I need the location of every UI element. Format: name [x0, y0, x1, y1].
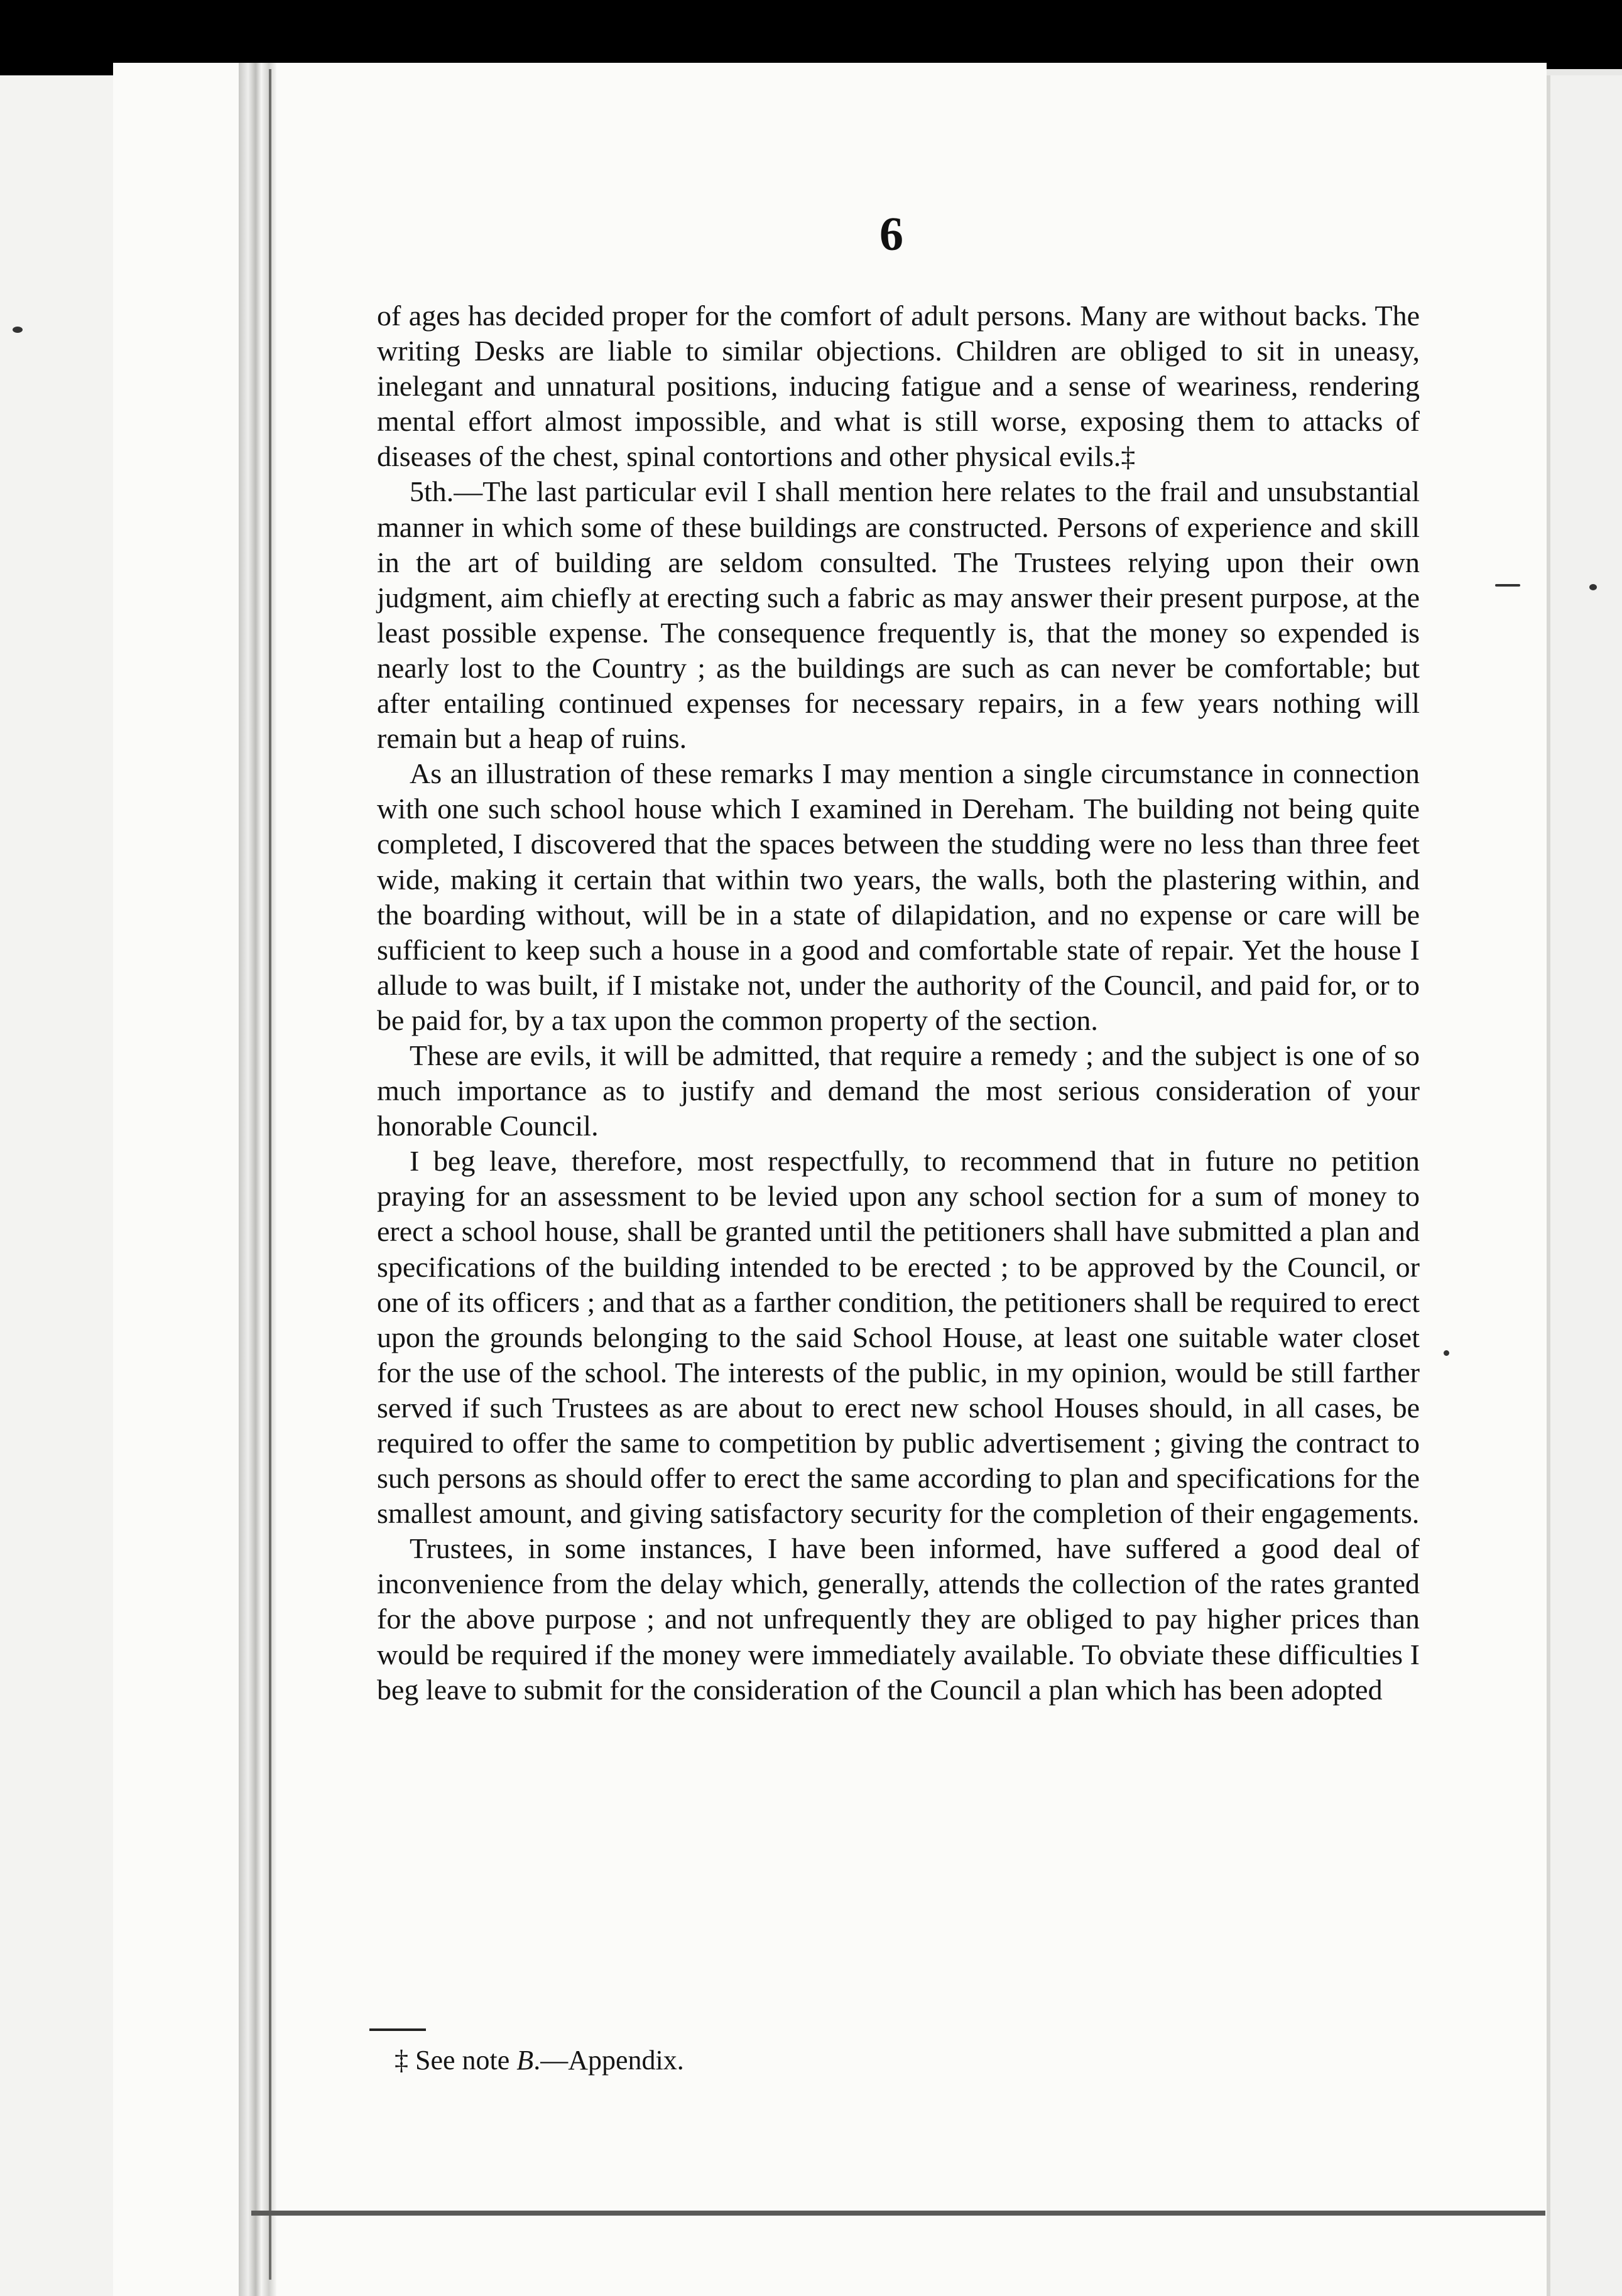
- footnote-ref: B: [516, 2045, 534, 2076]
- paragraph-3: As an illustration of these remarks I may mention a single circumstance in connection with one such school house which I examined in Dereham. The building not being quite completed, I discovered that the spaces between the studding were no less than three feet wide, making it certain that within two years, the walls, both the plastering within, and the boarding without, will be in a state of dilapidation, and no expense or care will be sufficient to keep such a house in a good and comfortable state of repair. Yet the house I allude to was built, if I mistake not, under the authority of the Council, and paid for, or to be paid for, by a tax upon the common property of the section.: [377, 757, 1420, 1036]
- margin-speck: [1495, 584, 1520, 587]
- adjacent-page-edge: [1547, 75, 1622, 2296]
- paragraph-5: I beg leave, therefore, most respectfully, to recommend that in future no petition praying for an assessment to be levied upon any school section for a sum of money to erect a school house, shall be granted until the petitioners shall have submitted a plan and specifications of the building intended to be erected ; to be approved by the Council, or one of its officers ; and that as a farther condition, the petitioners shall be required to erect upon the grounds belonging to the said School House, at least one suitable water closet for the use of the school. The interests of the public, in my opinion, would be still farther served if such Trustees as are about to erect new school Houses should, in all cases, be required to offer the same to competition by public advertisement ; giving the contract to such persons as should offer to erect the same according to plan and specifications for the smallest amount, and giving satisfactory security for the completion of their engagements.: [377, 1145, 1420, 1530]
- page-bottom-edge: [251, 2211, 1545, 2216]
- footnote-mark: ‡ See note: [395, 2045, 517, 2076]
- paragraph-1: of ages has decided proper for the comfort of adult persons. Many are without backs. The writing Desks are liable to similar objections. Children are obliged to sit in uneasy, inelegant and unnatural positions, inducing fatigue and a sense of weariness, rendering mental effort almost impossible, and what is still worse, exposing them to attacks of diseases of the chest, spinal contortions and other physical evils.‡: [377, 300, 1420, 473]
- footnote: [395, 2044, 684, 2077]
- gutter-line: [269, 69, 271, 2280]
- paragraph-6: Trustees, in some instances, I have been informed, have suffered a good deal of inconvenience from the delay which, generally, attends the collection of the rates granted for the above purpose ; and not unfrequently they are obliged to pay higher prices than would be required if the money were immediately available. To obviate these difficulties I beg leave to submit for the consideration of the Council a plan which has been adopted: [377, 1532, 1420, 1706]
- footnote-rest: .—Appendix.: [533, 2045, 684, 2076]
- body-text: [377, 298, 1420, 1708]
- paragraph-2: 5th.—The last particular evil I shall mention here relates to the frail and unsubstantial manner in which some of these buildings are constructed. Persons of experience and skill in the art of building are seldom consulted. The Trustees relying upon their own judgment, aim chiefly at erecting such a fabric as may answer their present purpose, at the least possible expense. The consequence frequently is, that the money so expended is nearly lost to the Country ; as the buildings are such as can never be comfortable; but after entailing continued expenses for necessary repairs, in a few years nothing will remain but a heap of ruins.: [377, 475, 1420, 755]
- page-number: 6: [879, 208, 903, 261]
- footnote-rule: [369, 2028, 426, 2031]
- margin-speck: [1444, 1350, 1449, 1356]
- margin-speck: [1589, 584, 1597, 590]
- margin-speck: [13, 327, 23, 333]
- paragraph-4: These are evils, it will be admitted, that require a remedy ; and the subject is one of so much importance as to justify and demand the most serious consideration of your honorable Council.: [377, 1039, 1420, 1142]
- left-scan-margin: [0, 75, 113, 2296]
